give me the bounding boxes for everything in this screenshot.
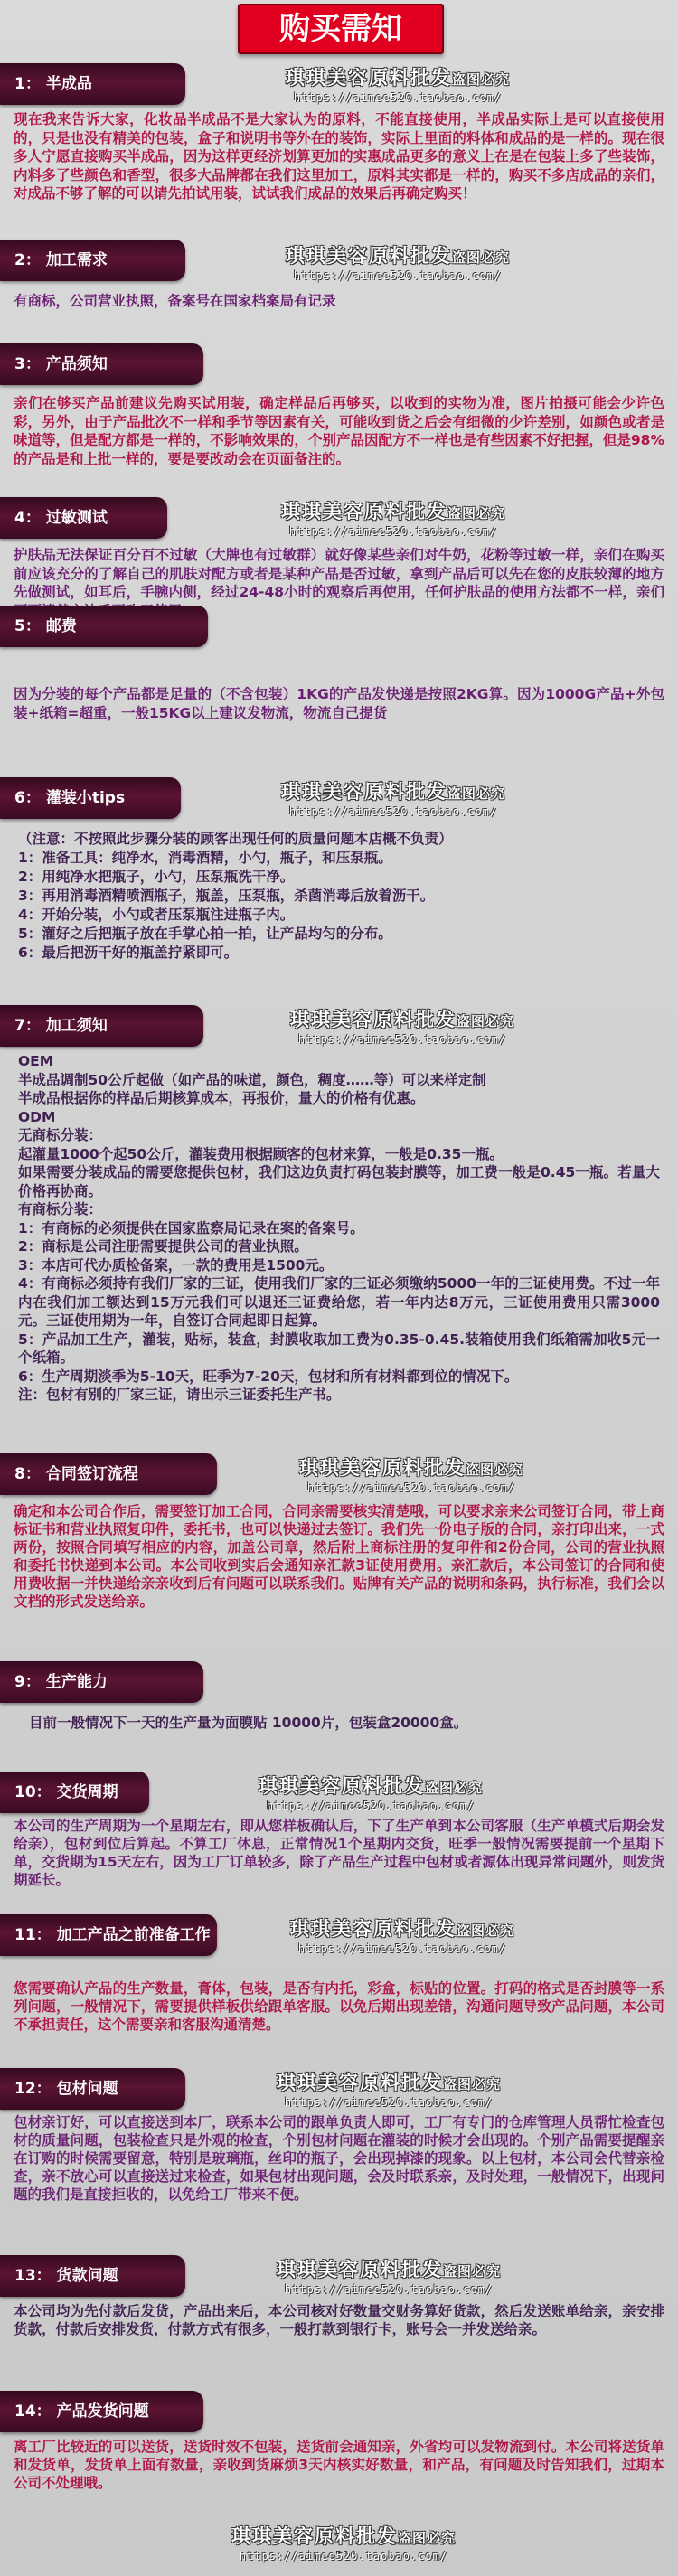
section-list <box>18 830 651 963</box>
section-header: 8： 合同签订流程 <box>0 1453 217 1495</box>
section-text: 护肤品无法保证百分百不过敏（大牌也有过敏群）就好像某些亲们对牛奶，花粉等过敏一样，亲们在购买前应该充分的了解自己的肌肤对配方或者是某种产品是否过敏，拿到产品后可以先在您的皮肤较薄的地方先做测试，如耳后，手腕内侧，经过24-48小时的观察后再使用，任何护肤品的使用方法都不一样，亲们 <box>14 547 664 600</box>
list-line: 2：用纯净水把瓶子，小勺，压泵瓶洗干净。 <box>18 869 295 885</box>
section-text: 包材亲订好，可以直接送到本厂，联系本公司的跟单负责人即可，工厂有专门的仓库管理人员帮忙检查包材的质量问题，包装检查只是外观的检查，个别包材问题在灌装的时候才会出现的。个别产品需要提醒亲在订购的时候需要留意，特别是玻璃瓶，丝印的瓶子，会出现掉漆的现象。以上包材，本公司会代替亲检查，亲不放心可以直接送过来检查，如果包材出现问题，会及时联系亲，及时处理，一般情况下，出现问题的我们是直接拒收的，以免给工厂带来不便。 <box>14 2114 664 2203</box>
section-header: 9： 生产能力 <box>0 1661 203 1703</box>
list-line: ODM <box>18 1108 56 1125</box>
list-line: 起灌量1000个起50公斤，灌装费用根据顾客的包材来算，一般是0.35一瓶。 <box>18 1145 504 1162</box>
watermark: 琪琪美容原料批发盗图必究 https://aimee520.taobao.com/ <box>280 500 505 538</box>
list-line: 5：灌好之后把瓶子放在手掌心拍一拍，让产品均匀的分布。 <box>18 926 392 942</box>
watermark: 琪琪美容原料批发盗图必究 https://aimee520.taobao.com/ <box>231 2524 456 2562</box>
page-title: 购买需知 <box>238 4 444 54</box>
section-text: 确定和本公司合作后，需要签订加工合同，合同亲需要核实清楚哦，可以要求亲来公司签订合同，带上商标证书和营业执照复印件，委托书，也可以快递过去签订。我们先一份电子版的合同，亲打印出来，一式两份，按照合同填写相应的内容，加盖公司章，然后附上商标注册的复印件和2份合同，公司的营业执照和委托书快递到本公司。本公司收到实后会通知亲汇款3证使用费用。亲汇款后，本公司签订的合同和使用费收据一并快递给亲亲收到后有问题可以联系我们。贴牌有关产品的说明和条码，执行标准，我们会以文档的形式发送给亲。 <box>14 1503 664 1610</box>
section-list <box>18 1052 660 1405</box>
section-header: 6： 灌装小tips <box>0 777 181 819</box>
watermark: 琪琪美容原料批发盗图必究 https://aimee520.taobao.com/ <box>280 780 505 818</box>
section-header: 4： 过敏测试 <box>0 497 167 539</box>
section-text: 有商标，公司营业执照，备案号在国家档案局有记录 <box>14 293 336 309</box>
watermark: 琪琪美容原料批发盗图必究 https://aimee520.taobao.com/ <box>285 66 510 104</box>
section-header: 12： 包材问题 <box>0 2068 185 2110</box>
section-text: 亲们在够买产品前建议先购买试用装，确定样品后再够买，以收到的实物为准，图片拍摄可能会少许色彩，另外，由于产品批次不一样和季节等因素有关，可能收到货之后会有细微的少许差别，如颜色或者是味道等，但是配方都是一样的，不影响效果的，个别产品因配方不一样也是有些因素不好把握，但是98%的产品是和上批一样的，要是要改动会在页面备注的。 <box>14 395 664 467</box>
list-line: 有商标分装： <box>18 1201 103 1217</box>
section-text: 目前一般情况下一天的生产量为面膜贴 10000片，包装盒20000盒。 <box>29 1715 468 1731</box>
watermark: 琪琪美容原料批发盗图必究 https://aimee520.taobao.com/ <box>285 244 510 282</box>
section-text: 因为分装的每个产品都是足量的（不含包装）1KG的产品发快递是按照2KG算。因为1000G产品+外包装+纸箱=超重，一般15KG以上建议发物流，物流自己提货 <box>14 686 664 721</box>
watermark: 琪琪美容原料批发盗图必究 https://aimee520.taobao.com/ <box>298 1456 523 1494</box>
list-line: OEM <box>18 1053 54 1069</box>
section-text: 离工厂比较近的可以送货，送货时效不包装，送货前会通知亲，外省均可以发物流到付。本公司将送货单和发货单，发货单上面有数量，亲收到货麻烦3天内核实好数量，和产品，有问题及时告知我们，过期本公司不处理哦。 <box>14 2439 664 2491</box>
list-line: 4：开始分装，小勺或者压泵瓶注进瓶子内。 <box>18 907 295 923</box>
section-text: 本公司均为先付款后发货，产品出来后，本公司核对好数量交财务算好货款，然后发送账单给亲，亲安排货款，付款后安排发货，付款方式有很多，一般打款到银行卡，账号会一并发送给亲。 <box>14 2303 664 2337</box>
list-line: 如果需要分装成品的需要您提供包材，我们这边负责打码包装封膜等，加工费一般是0.45一瓶。若量大价格再协商。 <box>18 1164 660 1199</box>
section-header: 14： 产品发货问题 <box>0 2391 203 2432</box>
section-header: 5： 邮费 <box>0 606 208 647</box>
list-line: 3：再用消毒酒精喷洒瓶子，瓶盖，压泵瓶，杀菌消毒后放着沥干。 <box>18 888 435 904</box>
list-line: 6：最后把沥干好的瓶盖拧紧即可。 <box>18 945 239 961</box>
list-line: 半成品调制50公斤起做（如产品的味道，颜色，稠度……等）可以来样定制 <box>18 1071 486 1088</box>
list-line: 2：商标是公司注册需要提供公司的营业执照。 <box>18 1238 308 1255</box>
section-text: 现在我来告诉大家，化妆品半成品不是大家认为的原料，不能直接使用，半成品实际上是可以直接使用的，只是也没有精美的包装，盒子和说明书等外在的装饰，实际上里面的料体和成品的是一样的。现在很多人宁愿直接购买半成品，因为这样更经济划算更加的实惠成品更多的意义上在是在包装上多了些装饰，内料多了些颜色和香型，很多大品牌都在我们这里加工，原料其实都是一样的，购买不多店成品的亲们，对成品不够了解的可以请先拍试用装，试试我们成品的效果后再确定购买！ <box>14 111 664 202</box>
section-header: 7： 加工须知 <box>0 1005 203 1047</box>
section-header: 1： 半成品 <box>0 63 185 105</box>
section-header: 3： 产品须知 <box>0 343 203 385</box>
watermark: 琪琪美容原料批发盗图必究 https://aimee520.taobao.com/ <box>276 2258 501 2296</box>
list-line: （注意：不按照此步骤分装的顾客出现任何的质量问题本店概不负责） <box>18 831 453 847</box>
section-header: 2： 加工需求 <box>0 240 185 281</box>
section-header: 11： 加工产品之前准备工作 <box>0 1914 217 1956</box>
list-line: 4：有商标必须持有我们厂家的三证，使用我们厂家的三证必须缴纳5000一年的三证使用费。不过一年内在我们加工额达到15万元我们可以退还三证费给您，若一年内达8万元，三证使用费用只需3000元。三证使用期为一年，自签订合同起即日起算。 <box>18 1275 660 1329</box>
section-text: 本公司的生产周期为一个星期左右，即从您样板确认后，下了生产单到本公司客服（生产单模式后期会发给亲），包材到位后算起。不算工厂休息，正常情况1个星期内交货，旺季一般情况需要提前一个星期下单，交货期为15天左右，因为工厂订单较多，除了产品生产过程中包材或者源体出现异常问题外，则发货期延长。 <box>14 1818 664 1888</box>
list-line: 半成品根据你的样品后期核算成本，再报价，量大的价格有优惠。 <box>18 1090 425 1106</box>
list-line: 5：产品加工生产，灌装，贴标，装盒，封膜收取加工费为0.35-0.45.装箱使用我们纸箱需加收5元一个纸箱。 <box>18 1330 660 1366</box>
watermark: 琪琪美容原料批发盗图必究 https://aimee520.taobao.com/ <box>289 1917 514 1955</box>
list-line: 1：准备工具：纯净水，消毒酒精，小勺，瓶子，和压泵瓶。 <box>18 850 392 866</box>
list-line: 注：包材有别的厂家三证，请出示三证委托生产书。 <box>18 1387 341 1403</box>
section-header: 13： 货款问题 <box>0 2255 185 2297</box>
list-line: 1：有商标的必须提供在国家监察局记录在案的备案号。 <box>18 1219 364 1236</box>
section-header: 10： 交货周期 <box>0 1772 149 1813</box>
list-line: 无商标分装： <box>18 1127 103 1143</box>
section-text: 您需要确认产品的生产数量，膏体，包装，是否有内托，彩盒，标贴的位置。打码的格式是否封膜等一系列问题，一般情况下，需要提供样板供给跟单客服。以免后期出现差错，沟通问题导致产品问题，本公司不承担责任，这个需要亲和客服沟通清楚。 <box>14 1980 664 2033</box>
title-area <box>0 0 678 56</box>
list-line: 3：本店可代办质检备案，一款的费用是1500元。 <box>18 1256 334 1274</box>
watermark: 琪琪美容原料批发盗图必究 https://aimee520.taobao.com/ <box>276 2071 501 2109</box>
watermark: 琪琪美容原料批发盗图必究 https://aimee520.taobao.com/ <box>289 1008 514 1046</box>
watermark: 琪琪美容原料批发盗图必究 https://aimee520.taobao.com/ <box>258 1774 483 1812</box>
list-line: 6：生产周期淡季为5-10天，旺季为7-20天，包材和所有材料都到位的情况下。 <box>18 1368 519 1385</box>
